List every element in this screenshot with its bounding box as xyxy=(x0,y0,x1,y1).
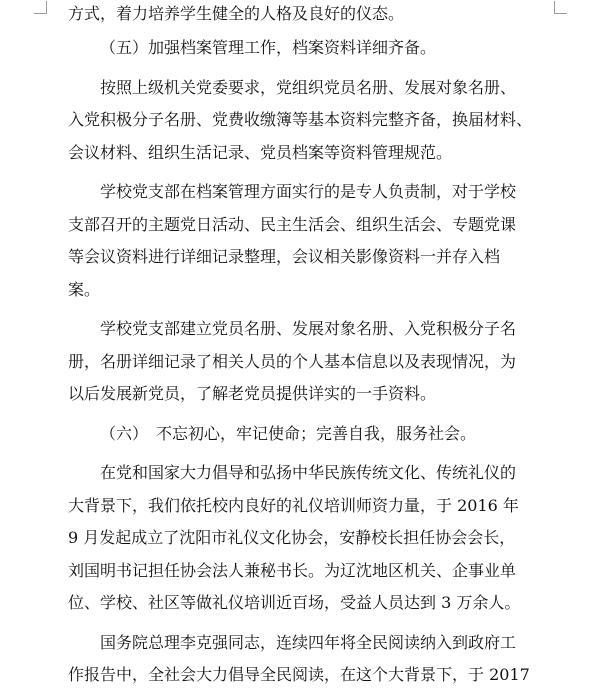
paragraph-line: 按照上级机关党委要求，党组织党员名册、发展对象名册、 xyxy=(100,77,517,97)
paragraph-line: 册，名册详细记录了相关人员的个人基本信息以及表现情况，为 xyxy=(68,351,517,371)
section-heading-5 xyxy=(68,32,568,65)
paragraph-line: （五）加强档案管理工作，档案资料详细齐备。 xyxy=(100,38,437,57)
paragraph-line: 支部召开的主题党日活动、民主生活会、组织生活会、专题党课 xyxy=(68,214,517,234)
paragraph-3 xyxy=(68,72,568,170)
paragraph-line: 位、学校、社区等做礼仪培训近百场，受益人员达到 3 万余人。 xyxy=(68,593,521,612)
paragraph-line: 入党积极分子名册、党费收缴簿等基本资料完整齐备，换届材料、 xyxy=(68,110,533,129)
paragraph-line: 等会议资料进行详细记录整理，会议相关影像资料一并存入档 xyxy=(68,247,501,266)
document-body xyxy=(68,0,568,692)
paragraph-line: 国务院总理李克强同志，连续四年将全民阅读纳入到政府工 xyxy=(100,632,517,652)
paragraph-line: 在党和国家大力倡导和弘扬中华民族传统文化、传统礼仪的 xyxy=(100,463,517,482)
paragraph-line: 刘国明书记担任协会法人兼秘书长。为辽沈地区机关、企事业单 xyxy=(68,560,517,580)
paragraph-7 xyxy=(68,457,568,620)
paragraph-line: 学校党支部在档案管理方面实行的是专人负责制，对于学校 xyxy=(100,182,517,201)
paragraph-line: 大背景下，我们依托校内良好的礼仪培训师资力量，于 2016 年 xyxy=(68,495,519,515)
paragraph-1 xyxy=(68,0,568,28)
paragraph-line: 作报告中，全社会大力倡导全民阅读，在这个大背景下，于 2017 xyxy=(68,665,530,684)
paragraph-line: 案。 xyxy=(68,279,101,299)
paragraph-line: 会议材料、组织生活记录、党员档案等资料管理规范。 xyxy=(68,142,453,162)
paragraph-8 xyxy=(68,627,568,692)
margin-corner-mark-left xyxy=(34,1,47,14)
paragraph-5 xyxy=(68,313,568,411)
paragraph-line: 方式，着力培养学生健全的人格及良好的仪态。 xyxy=(68,4,405,23)
paragraph-line: 9 月发起成立了沈阳市礼仪文化协会，安静校长担任协会会长， xyxy=(68,528,516,547)
section-heading-6 xyxy=(68,418,568,451)
paragraph-line: （六） 不忘初心，牢记使命；完善自我，服务社会。 xyxy=(100,423,477,443)
paragraph-line: 学校党支部建立党员名册、发展对象名册、入党积极分子名 xyxy=(100,319,517,338)
paragraph-line: 以后发展新党员，了解老党员提供详实的一手资料。 xyxy=(68,384,437,403)
paragraph-4 xyxy=(68,176,568,306)
